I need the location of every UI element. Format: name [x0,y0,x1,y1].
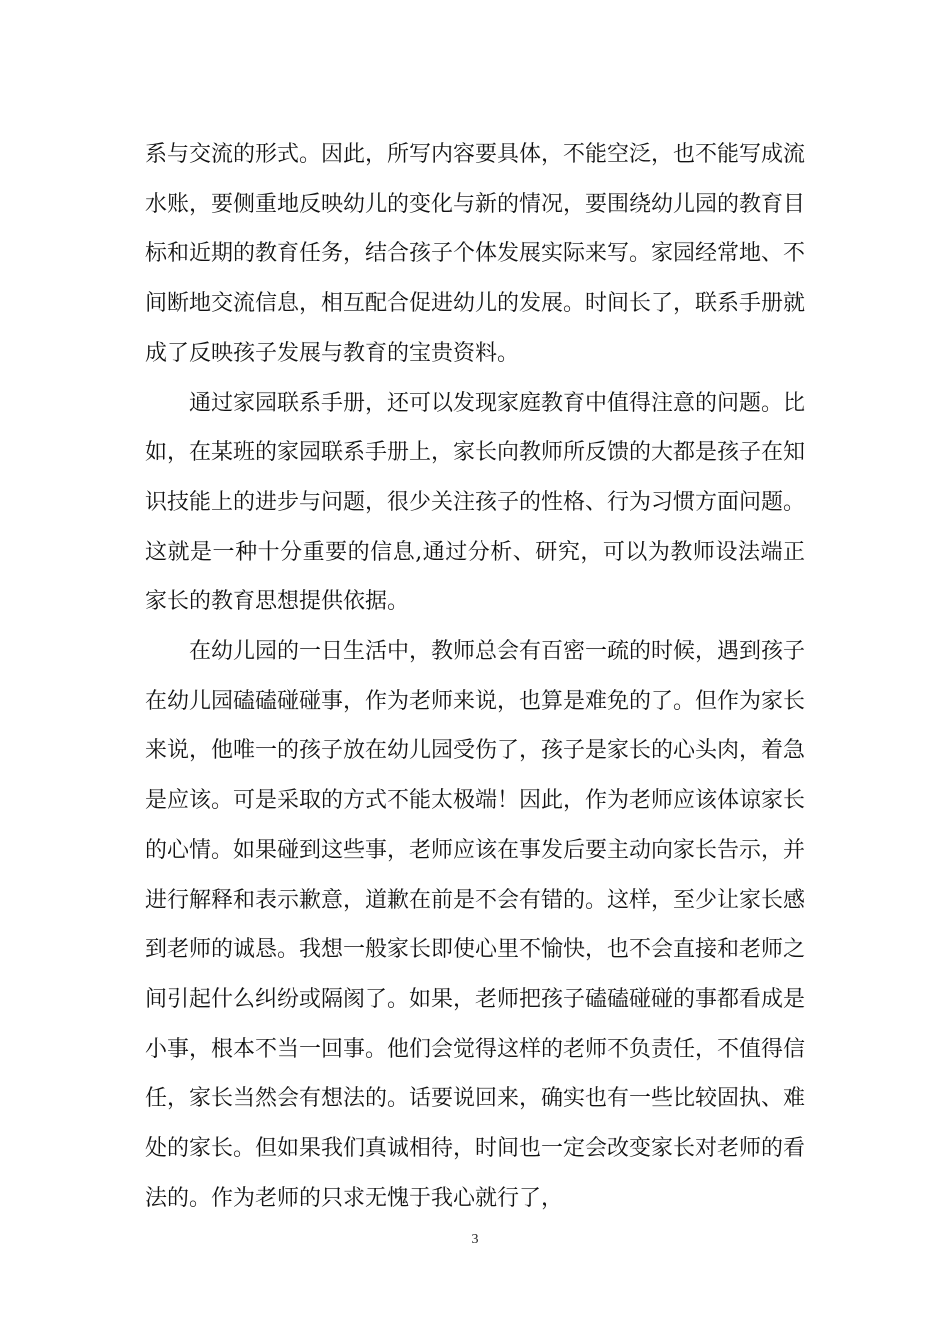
paragraph-3: 在幼儿园的一日生活中，教师总会有百密一疏的时候，遇到孩子在幼儿园磕磕碰碰事，作为老师来说，也算是难免的了。但作为家长来说，他唯一的孩子放在幼儿园受伤了，孩子是家长的心头肉，着急是应该。可是采取的方式不能太极端！因此，作为老师应该体谅家长的心情。如果碰到这些事，老师应该在事发后要主动向家长告示，并进行解释和表示歉意，道歉在前是不会有错的。这样，至少让家长感到老师的诚恳。我想一般家长即使心里不愉快，也不会直接和老师之间引起什么纠纷或隔阂了。如果，老师把孩子磕磕碰碰的事都看成是小事，根本不当一回事。他们会觉得这样的老师不负责任，不值得信任，家长当然会有想法的。话要说回来，确实也有一些比较固执、难处的家长。但如果我们真诚相待，时间也一定会改变家长对老师的看法的。作为老师的只求无愧于我心就行了， [145,639,806,1211]
paragraph-2: 通过家园联系手册，还可以发现家庭教育中值得注意的问题。比如，在某班的家园联系手册上，家长向教师所反馈的大都是孩子在知识技能上的进步与问题，很少关注孩子的性格、行为习惯方面问题。这就是一种十分重要的信息,通过分析、研究，可以为教师设法端正家长的教育思想提供依据。 [145,390,806,615]
page-number: 3 [471,1232,479,1247]
body-text [145,130,805,1223]
paragraph-1: 系与交流的形式。因此，所写内容要具体，不能空泛，也不能写成流水账，要侧重地反映幼儿的变化与新的情况，要围绕幼儿园的教育目标和近期的教育任务，结合孩子个体发展实际来写。家园经常地、不间断地交流信息，相互配合促进幼儿的发展。时间长了，联系手册就成了反映孩子发展与教育的宝贵资料。 [145,142,806,366]
